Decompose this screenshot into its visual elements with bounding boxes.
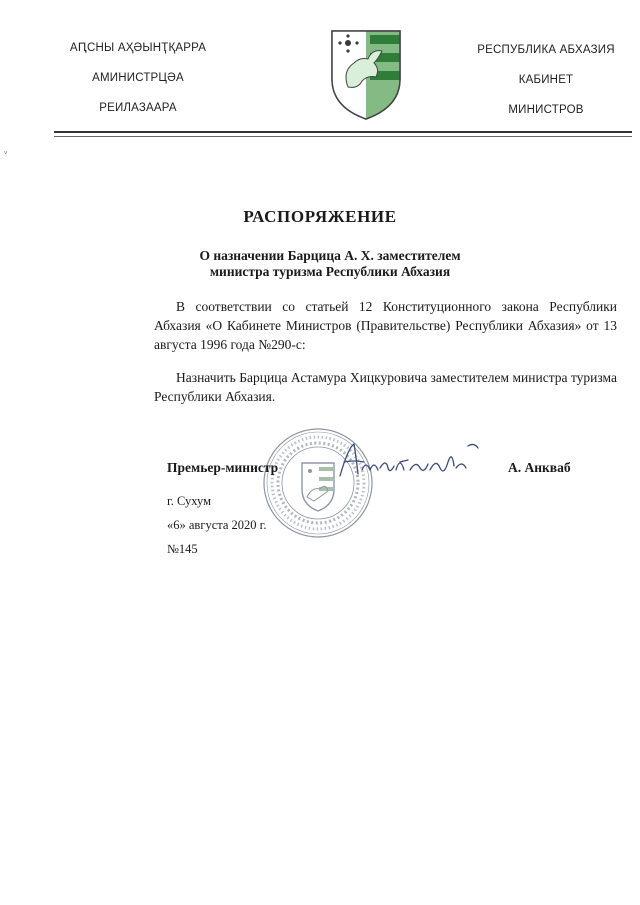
coat-of-arms-emblem xyxy=(328,27,404,122)
header-left-line-1: АԤСНЫ АҲӘЫНҬҚАРРА xyxy=(69,42,207,54)
subject-line-2: министра туризма Республики Абхазия xyxy=(209,264,451,279)
handwritten-signature xyxy=(330,440,490,480)
header-right-line-1: РЕСПУБЛИКА АБХАЗИЯ xyxy=(477,44,615,56)
header-rule-thick xyxy=(54,131,632,133)
issue-date: «6» августа 2020 г. xyxy=(167,518,267,532)
signatory-name: А. Анкваб xyxy=(508,460,571,475)
signature-role: Премьер-министр xyxy=(167,460,279,475)
document-subject xyxy=(180,248,480,280)
header-right-block xyxy=(460,43,632,133)
body-paragraph-1: В соответствии со статьей 12 Конституционного закона Республики Абхазия «О Кабинете Министров (Правительстве) Республики Абхазия» от 13 августа 1996 года №290-с: xyxy=(154,299,617,352)
scan-mark-icon: ᵛ xyxy=(4,150,8,160)
document-number: №145 xyxy=(167,542,198,556)
header-right-line-2: КАБИНЕТ xyxy=(518,74,574,86)
header-right-line-3: МИНИСТРОВ xyxy=(508,104,584,116)
body-paragraph-2: Назначить Барцица Астамура Хицкуровича заместителем министра туризма Республики Абхазия. xyxy=(154,370,617,404)
document-title: РАСПОРЯЖЕНИЕ xyxy=(243,207,397,226)
header-left-block xyxy=(58,41,218,131)
issue-place: г. Сухум xyxy=(167,494,212,508)
header-rule-thin xyxy=(54,136,632,137)
subject-line-1: О назначении Барцица А. Х. заместителем xyxy=(199,248,461,263)
header-left-line-2: АМИНИСТРЦӘА xyxy=(92,72,184,84)
header-left-line-3: РЕИЛАЗААРА xyxy=(99,102,177,114)
